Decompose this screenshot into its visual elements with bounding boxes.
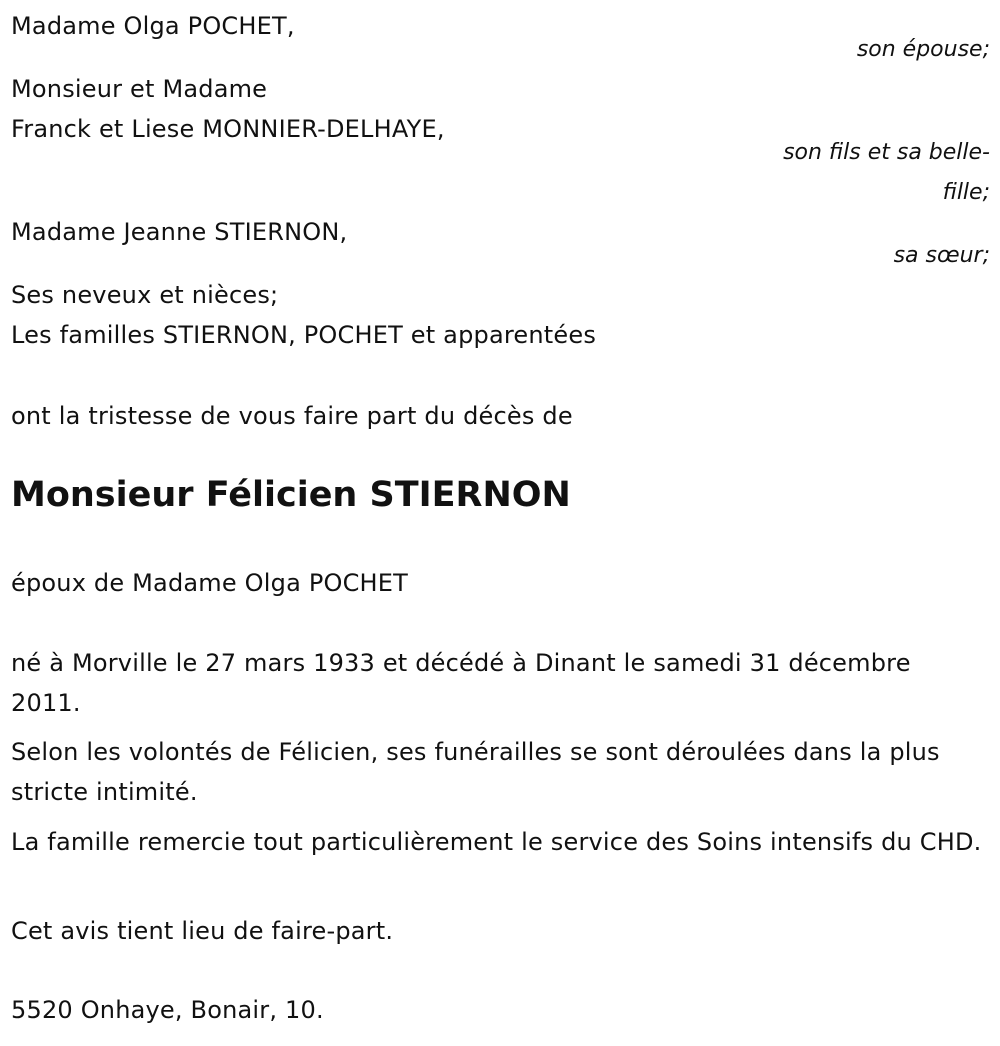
sister-name: Madame Jeanne STIERNON,	[11, 218, 348, 246]
spouse-name: Madame Olga POCHET,	[11, 12, 295, 40]
spouse-relation: son épouse;	[856, 37, 990, 62]
thanks-text: La famille remercie tout particulièrement le service des Soins intensifs du CHD.	[11, 828, 982, 856]
notice-text: Cet avis tient lieu de faire-part.	[11, 917, 394, 945]
son-line-1: Monsieur et Madame	[11, 75, 268, 103]
address-text: 5520 Onhaye, Bonair, 10.	[11, 996, 324, 1024]
deceased-name: Monsieur Félicien STIERNON	[11, 475, 571, 515]
funeral-text: Selon les volontés de Félicien, ses funérailles se sont déroulées dans la plus stricte intimité.	[11, 738, 940, 806]
spouse-of-text: époux de Madame Olga POCHET	[11, 569, 409, 597]
families-line: Les familles STIERNON, POCHET et apparentées	[11, 321, 597, 349]
son-relation: son fils et sa belle-fille;	[783, 140, 990, 205]
nephews-line: Ses neveux et nièces;	[11, 281, 279, 309]
announcement-text: ont la tristesse de vous faire part du décès de	[11, 402, 573, 430]
sister-relation: sa sœur;	[893, 243, 990, 268]
birth-death-text: né à Morville le 27 mars 1933 et décédé à Dinant le samedi 31 décembre 2011.	[11, 649, 911, 717]
son-line-2: Franck et Liese MONNIER-DELHAYE,	[11, 115, 445, 143]
